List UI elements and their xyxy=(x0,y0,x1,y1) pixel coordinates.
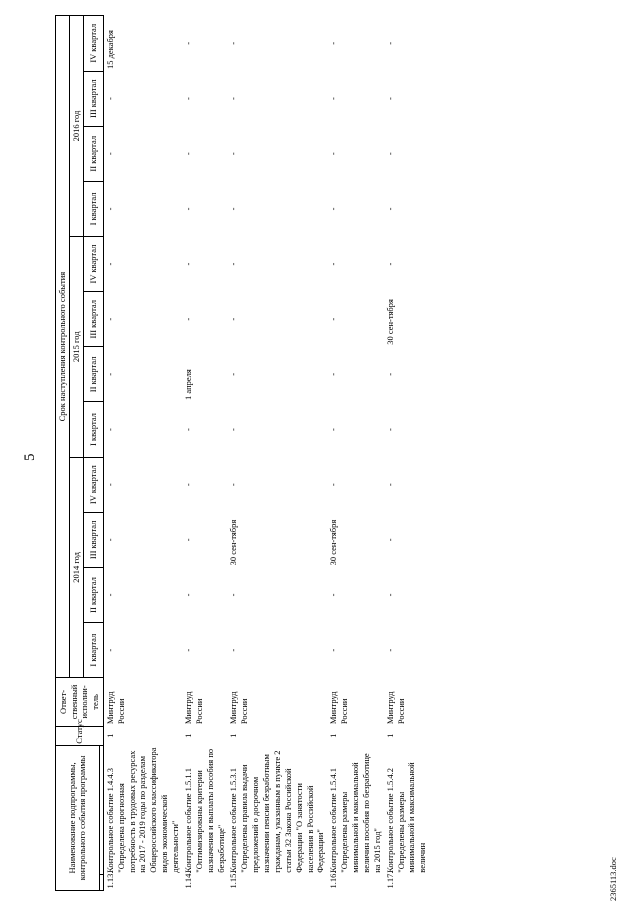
quarter-cell: - xyxy=(328,648,339,652)
quarter-cell: - xyxy=(328,372,339,376)
status-value: 1 xyxy=(384,733,395,738)
quarter-cell: - xyxy=(228,152,239,156)
table-row xyxy=(103,16,182,891)
quarter-cell: - xyxy=(384,593,395,597)
quarter-cell: - xyxy=(104,97,115,101)
quarter-cell: - xyxy=(182,207,193,211)
quarter-cell: - xyxy=(328,41,339,45)
header-quarter: I квартал xyxy=(83,181,103,236)
quarter-cell: - xyxy=(182,483,193,487)
quarter-cell: - xyxy=(228,372,239,376)
quarter-cell-date: 30 сен-тября xyxy=(328,519,339,566)
quarter-cell: - xyxy=(104,207,115,211)
quarter-cell: - xyxy=(384,152,395,156)
quarter-cell-date: 30 сен-тября xyxy=(228,519,239,566)
responsible-value: Минтруд России xyxy=(384,691,406,725)
quarter-cell: - xyxy=(182,152,193,156)
header-quarter: II квартал xyxy=(83,126,103,181)
document-filename: 2365113.doc xyxy=(608,857,618,901)
table-row xyxy=(227,16,327,891)
row-number: 1.16. xyxy=(328,871,339,889)
responsible-value: Минтруд России xyxy=(328,691,350,725)
status-value: 1 xyxy=(182,733,193,738)
quarter-cell: - xyxy=(104,262,115,266)
quarter-cell: - xyxy=(384,97,395,101)
quarter-cell: - xyxy=(104,317,115,321)
event-name: Контрольное событие 1.5.4.1 "Определены размеры минимальной и максимальной величин пособия по безработице на 2015 год" xyxy=(328,753,382,873)
quarter-cell: - xyxy=(328,483,339,487)
quarter-cell: - xyxy=(182,262,193,266)
header-quarter: IV квартал xyxy=(83,457,103,512)
quarter-cell: - xyxy=(228,483,239,487)
quarter-cell: - xyxy=(182,648,193,652)
quarter-cell: - xyxy=(384,372,395,376)
quarter-cell: - xyxy=(228,97,239,101)
quarter-cell: - xyxy=(328,593,339,597)
header-quarter: IV квартал xyxy=(83,16,103,72)
row-number: 1.14. xyxy=(182,871,193,889)
quarter-cell-date: 1 апреля xyxy=(182,369,193,400)
quarter-cell: - xyxy=(104,593,115,597)
header-name: Наименование подпрограммы, контрольного события программы xyxy=(56,745,100,890)
responsible-value: Минтруд России xyxy=(182,691,204,725)
header-responsible: Ответ-ственный исполни-тель xyxy=(56,678,104,726)
quarter-cell: - xyxy=(182,538,193,542)
row-number: 1.15. xyxy=(228,871,239,889)
quarter-cell: - xyxy=(228,207,239,211)
row-number: 1.13. xyxy=(104,871,115,889)
quarter-cell: - xyxy=(182,428,193,431)
header-quarter: III квартал xyxy=(83,512,103,567)
quarter-cell: - xyxy=(328,262,339,266)
quarter-cell: - xyxy=(328,428,339,431)
quarter-cell: - xyxy=(328,97,339,101)
quarter-cell: - xyxy=(384,207,395,211)
quarter-cell: - xyxy=(104,152,115,156)
header-quarter: IV квартал xyxy=(83,236,103,291)
quarter-cell: - xyxy=(104,483,115,487)
quarter-cell: - xyxy=(384,428,395,431)
quarter-cell: - xyxy=(104,538,115,542)
header-quarter: I квартал xyxy=(83,402,103,457)
header-year-2015: 2015 год xyxy=(69,236,83,457)
quarter-cell: - xyxy=(182,317,193,321)
quarter-cell: - xyxy=(104,648,115,652)
table-row xyxy=(327,16,383,891)
quarter-cell: - xyxy=(104,372,115,376)
quarter-cell: - xyxy=(384,648,395,652)
event-name: Контрольное событие 1.5.3.1 "Определены правила выдачи предложений о досрочном назначении пенсии безработным гражданам, указанным в пункте 2 статьи 32 Закона Российской Федерации "О занятости населения в Российской Федерации" xyxy=(228,750,326,873)
control-events-table xyxy=(55,15,428,891)
header-quarter: III квартал xyxy=(83,292,103,347)
quarter-cell: - xyxy=(182,97,193,101)
header-quarter: III квартал xyxy=(83,71,103,126)
header-year-2016: 2016 год xyxy=(69,16,83,237)
status-value: 1 xyxy=(328,733,339,738)
quarter-cell: - xyxy=(182,41,193,45)
quarter-cell: - xyxy=(228,317,239,321)
quarter-cell: - xyxy=(328,152,339,156)
quarter-cell: - xyxy=(228,428,239,431)
responsible-value: Минтруд России xyxy=(104,691,126,725)
quarter-cell: - xyxy=(228,593,239,597)
quarter-cell-date: 30 сен-тября xyxy=(384,299,395,345)
page-number: 5 xyxy=(22,453,38,461)
quarter-cell: - xyxy=(182,593,193,597)
quarter-cell: - xyxy=(228,262,239,266)
quarter-cell: - xyxy=(384,262,395,266)
quarter-cell: - xyxy=(104,428,115,431)
quarter-cell: - xyxy=(328,317,339,321)
status-value: 1 xyxy=(228,733,239,738)
table-row xyxy=(182,16,228,891)
responsible-value: Минтруд России xyxy=(228,691,250,725)
quarter-cell: - xyxy=(228,41,239,45)
header-quarter: I квартал xyxy=(83,623,103,678)
quarter-cell: - xyxy=(384,483,395,487)
quarter-cell: - xyxy=(328,207,339,211)
table-row xyxy=(384,16,429,891)
quarter-cell-date: 15 декабря xyxy=(104,30,115,70)
row-number: 1.17. xyxy=(384,871,395,889)
quarter-cell: - xyxy=(384,41,395,45)
quarter-cell: - xyxy=(384,538,395,542)
status-value: 1 xyxy=(104,733,115,738)
event-name: Контрольное событие 1.4.4.3 "Определена прогнозная потребность в трудовых ресурсах на 2017 - 2019 годы по разделам Общероссийского классификатора видов экономической деятельности" xyxy=(104,747,180,873)
header-deadline: Срок наступления контрольного события xyxy=(56,16,70,678)
event-name: Контрольное событие 1.5.4.2 "Определены размеры минимальной и максимальной величин xyxy=(384,762,428,873)
header-quarter: II квартал xyxy=(83,567,103,622)
header-status: Статус xyxy=(56,726,104,745)
quarter-cell: - xyxy=(228,648,239,652)
event-name: Контрольное событие 1.5.1.1 "Оптимизированы критерии назначения и выплаты пособия по безработице" xyxy=(182,748,226,873)
header-year-2014: 2014 год xyxy=(69,457,83,678)
header-quarter: II квартал xyxy=(83,347,103,402)
